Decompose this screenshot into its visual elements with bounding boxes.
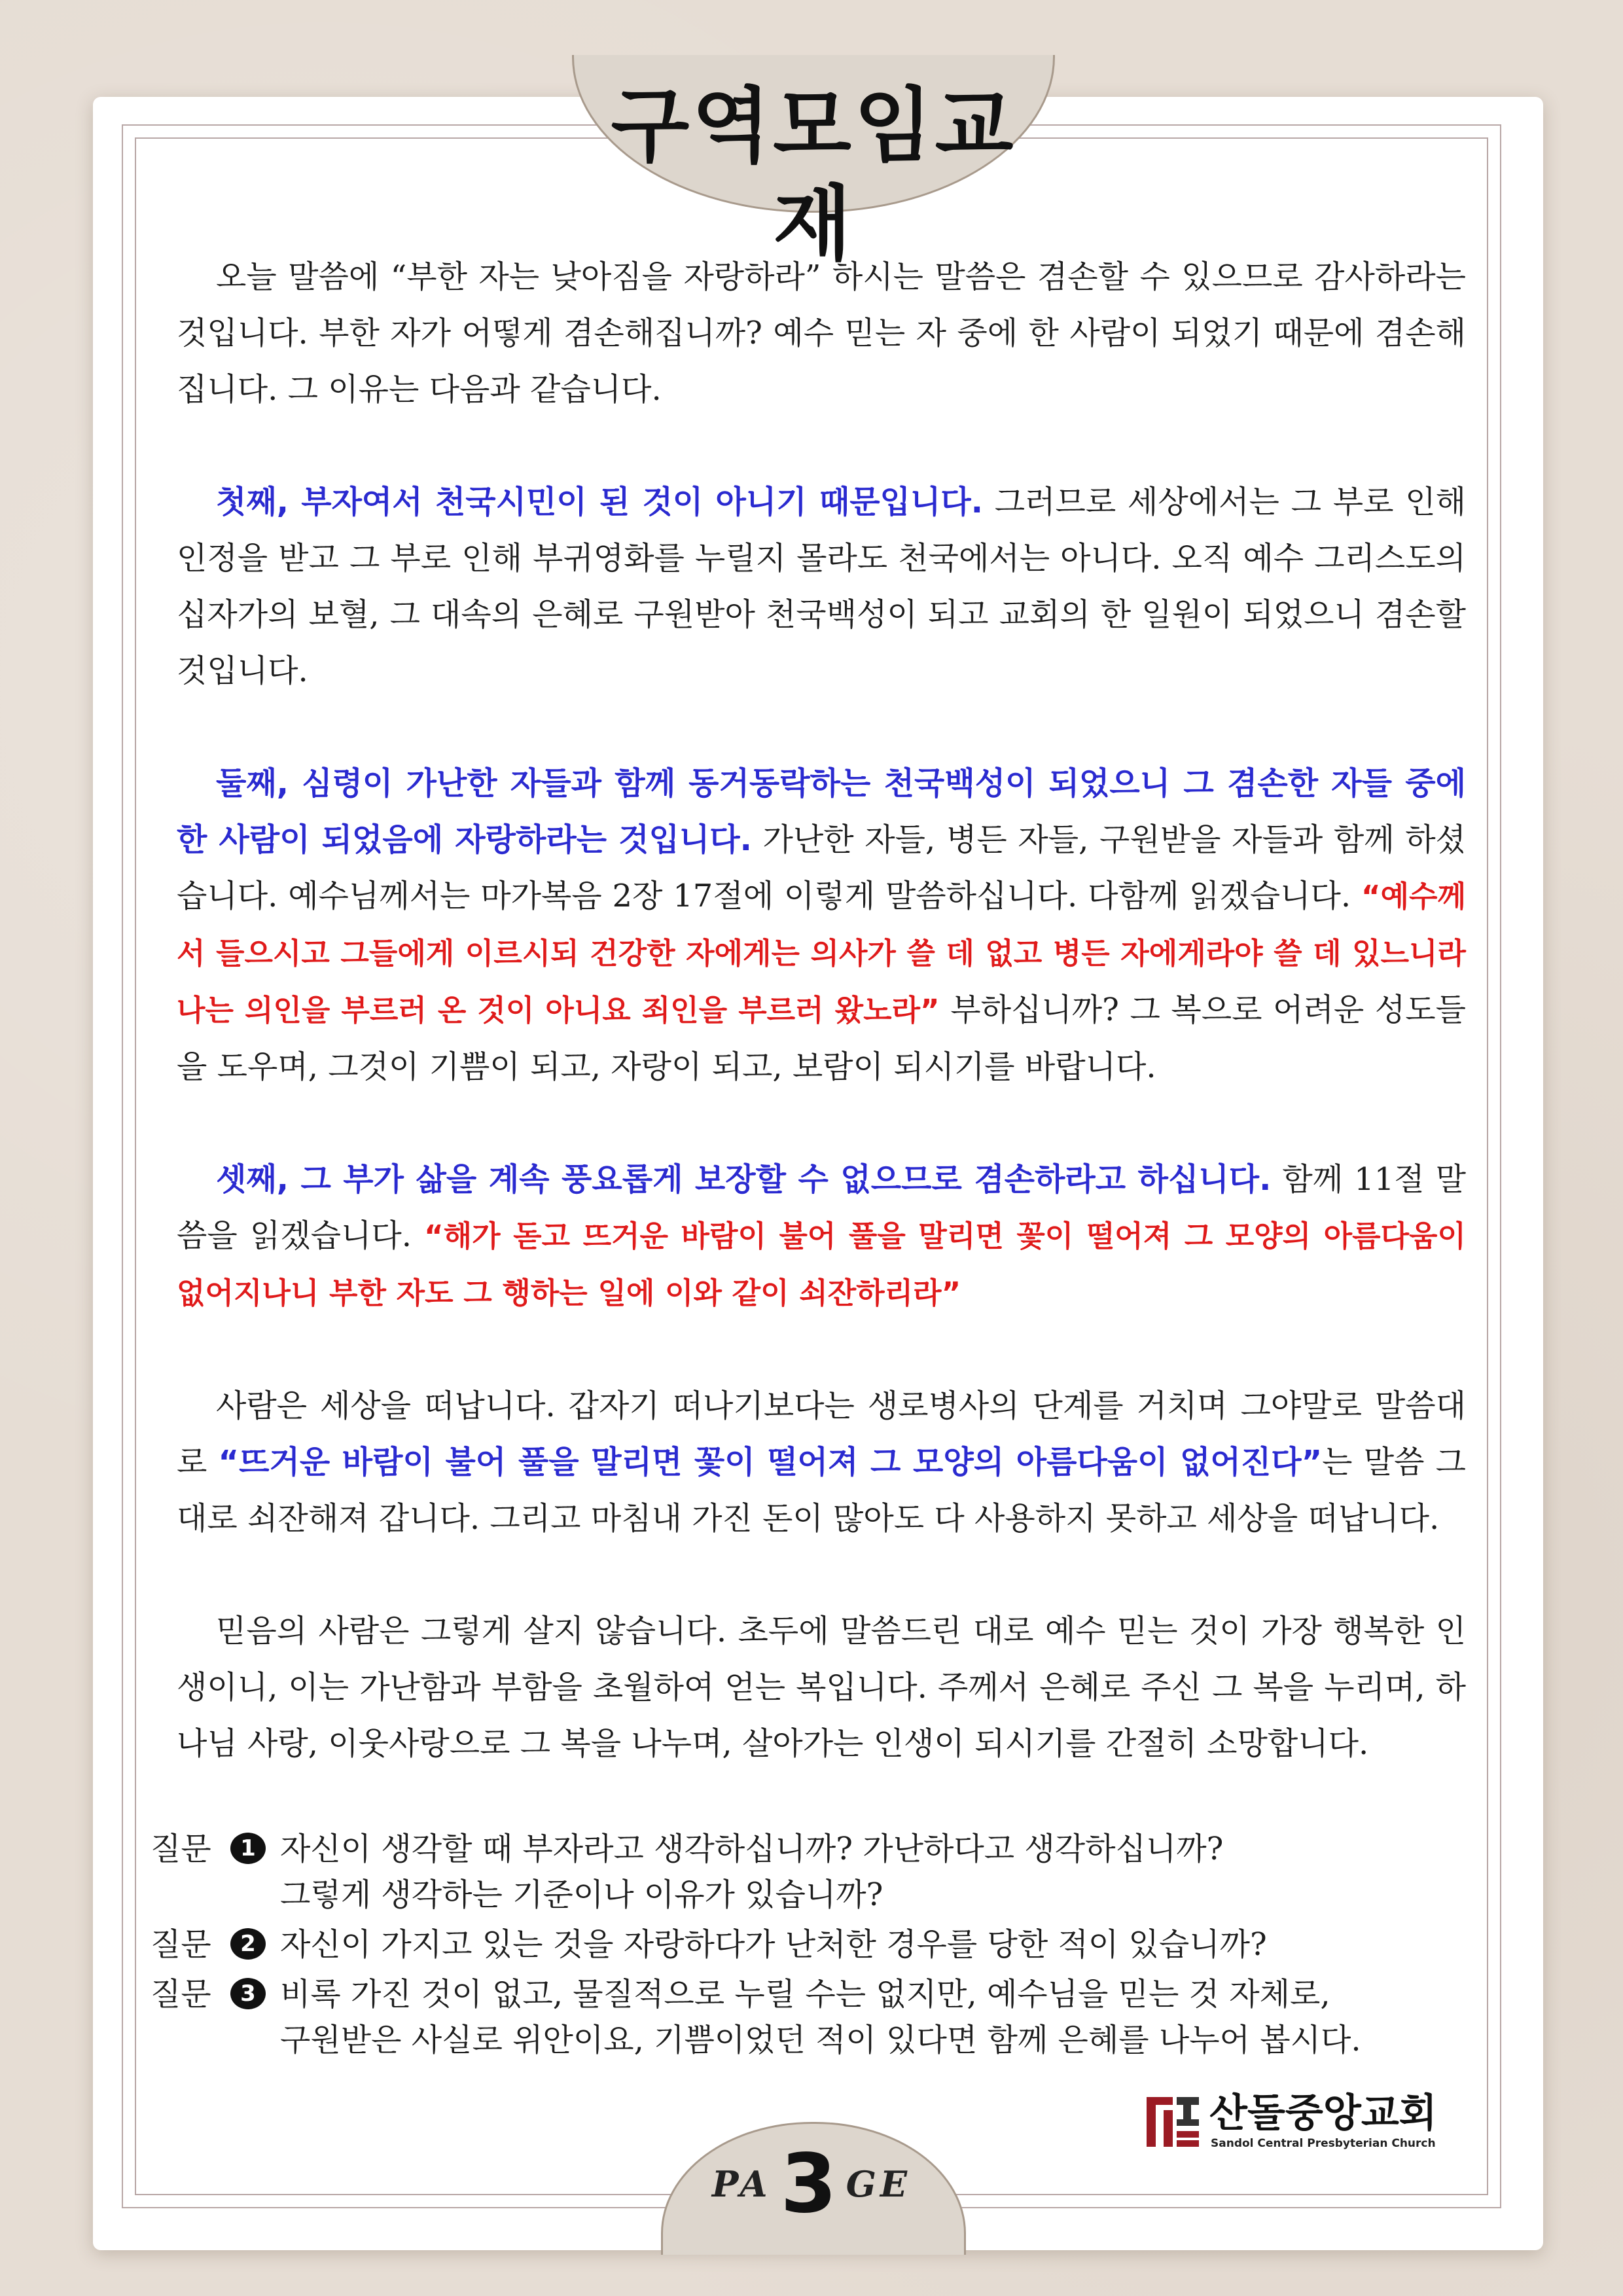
page-label-suffix: GE: [846, 2163, 912, 2205]
question-text: [280, 1826, 1472, 1918]
fourth-paragraph-start: 사람은 세상을 떠납니다. 갑자기 떠나기보다는 생로병사의 단계를 거치며 그야말로 말씀대로: [177, 1388, 1466, 1480]
question-line: 자신이 생각할 때 부자라고 생각하십니까? 가난하다고 생각하십니까?: [280, 1831, 1224, 1867]
page-title: 구역모임교재: [611, 79, 1016, 272]
first-point-text: 그러므로 세상에서는 그 부로 인해 인정을 받고 그 부로 인해 부귀영화를 누릴지 몰라도 천국에서는 아니다. 오직 예수 그리스도의 십자가의 보혈, 그 대속의 은혜로 구원받아 천국백성이 되고 교회의 한 일원이 되었으니 겸손할 것입니다.: [177, 484, 1466, 689]
question-label: 질문: [151, 1831, 211, 1867]
scripture-quote-verse-11: “해가 돋고 뜨거운 바람이 불어 풀을 말리면 꽃이 떨어져 그 모양의 아름다움이 없어지나니 부한 자도 그 행하는 일에 이와 같이 쇠잔하리라”: [177, 1219, 1466, 1310]
question-label: 질문: [151, 1926, 211, 1963]
paragraph-third: [177, 1151, 1466, 1321]
question-item: [151, 1971, 1472, 2063]
church-name-english: Sandol Central Presbyterian Church: [1211, 2137, 1436, 2150]
paragraph-fifth-text: 믿음의 사람은 그렇게 살지 않습니다. 초두에 말씀드린 대로 예수 믿는 것이 가장 행복한 인생이니, 이는 가난함과 부함을 초월하여 얻는 복입니다. 주께서 은혜로 주신 그 복을 누리며, 하나님 사랑, 이웃사랑으로 그 복을 나누며, 살아가는 인생이 되시기를 간절히 소망합니다.: [177, 1613, 1466, 1762]
paragraph-intro: [177, 249, 1466, 418]
question-line: 구원받은 사실로 위안이요, 기쁨이었던 적이 있다면 함께 은혜를 나누어 봅시다.: [280, 2022, 1361, 2058]
sermon-body: [177, 249, 1466, 1828]
paragraph-second: [177, 755, 1466, 1095]
question-number-badge: 1: [230, 1833, 266, 1864]
question-number-badge: 3: [230, 1978, 266, 2009]
question-label: 질문: [151, 1976, 211, 2013]
paragraph-intro-text: 오늘 말씀에 “부한 자는 낮아짐을 자랑하라” 하시는 말씀은 겸손할 수 있으므로 감사하라는 것입니다. 부한 자가 어떻게 겸손해집니까? 예수 믿는 자 중에 한 사람이 되었기 때문에 겸손해집니다. 그 이유는 다음과 같습니다.: [177, 259, 1466, 408]
paragraph-first: [177, 474, 1466, 699]
scripture-quote-mark-2-17: “예수께서 들으시고 그들에게 이르시되 건강한 자에게는 의사가 쓸 데 없고 병든 자에게라야 쓸 데 있느니라 나는 의인을 부르러 온 것이 아니요 죄인을 부르러 왔노라”: [177, 879, 1466, 1028]
second-point-text: 가난한 자들, 병든 자들, 구원받을 자들과 함께 하셨습니다. 예수님께서는 마가복음 2장 17절에 이렇게 말씀하십니다. 다함께 읽겠습니다.: [177, 821, 1466, 914]
paragraph-fifth: [177, 1603, 1466, 1772]
church-name: 산돌중앙교회: [1209, 2090, 1437, 2136]
question-item: [151, 1922, 1472, 1967]
third-point-heading: 셋째, 그 부가 삶을 계속 풍요롭게 보장할 수 없으므로 겸손하라고 하십니다.: [216, 1161, 1272, 1198]
question-text: [280, 1971, 1472, 2063]
church-emblem-icon: [1144, 2093, 1202, 2151]
question-item: [151, 1826, 1472, 1918]
page-indicator: [661, 2135, 962, 2233]
second-point-heading: 둘째, 심령이 가난한 자들과 함께 동거동락하는 천국백성이 되었으니 그 겸손한 자들 중에 한 사람이 되었음에 자랑하라는 것입니다.: [177, 765, 1466, 858]
third-point-text: 함께 11절 말씀을 읽겠습니다.: [177, 1161, 1467, 1254]
fourth-paragraph-quote: “뜨거운 바람이 불어 풀을 말리면 꽃이 떨어져 그 모양의 아름다움이 없어진다”: [218, 1444, 1323, 1480]
question-line: 자신이 가지고 있는 것을 자랑하다가 난처한 경우를 당한 적이 있습니까?: [280, 1926, 1267, 1963]
church-logo: [1144, 2090, 1458, 2156]
question-text: [280, 1922, 1472, 1967]
question-line: 비록 가진 것이 없고, 물질적으로 누릴 수는 없지만, 예수님을 믿는 것 자체로,: [280, 1976, 1330, 2013]
paragraph-fourth: [177, 1378, 1466, 1547]
page-label-prefix: PA: [711, 2163, 772, 2205]
question-line: 그렇게 생각하는 기준이나 이유가 있습니까?: [280, 1876, 883, 1913]
discussion-questions: [151, 1826, 1472, 2067]
question-number-badge: 2: [230, 1928, 266, 1960]
first-point-heading: 첫째, 부자여서 천국시민이 된 것이 아니기 때문입니다.: [216, 484, 983, 520]
fourth-paragraph-end: 는 말씀 그대로 쇠잔해져 갑니다. 그리고 마침내 가진 돈이 많아도 다 사용하지 못하고 세상을 떠납니다.: [177, 1444, 1466, 1537]
page-number: 3: [780, 2137, 837, 2231]
second-point-closing: 부하십니까? 그 복으로 어려운 성도들을 도우며, 그것이 기쁨이 되고, 자랑이 되고, 보람이 되시기를 바랍니다.: [177, 992, 1466, 1085]
